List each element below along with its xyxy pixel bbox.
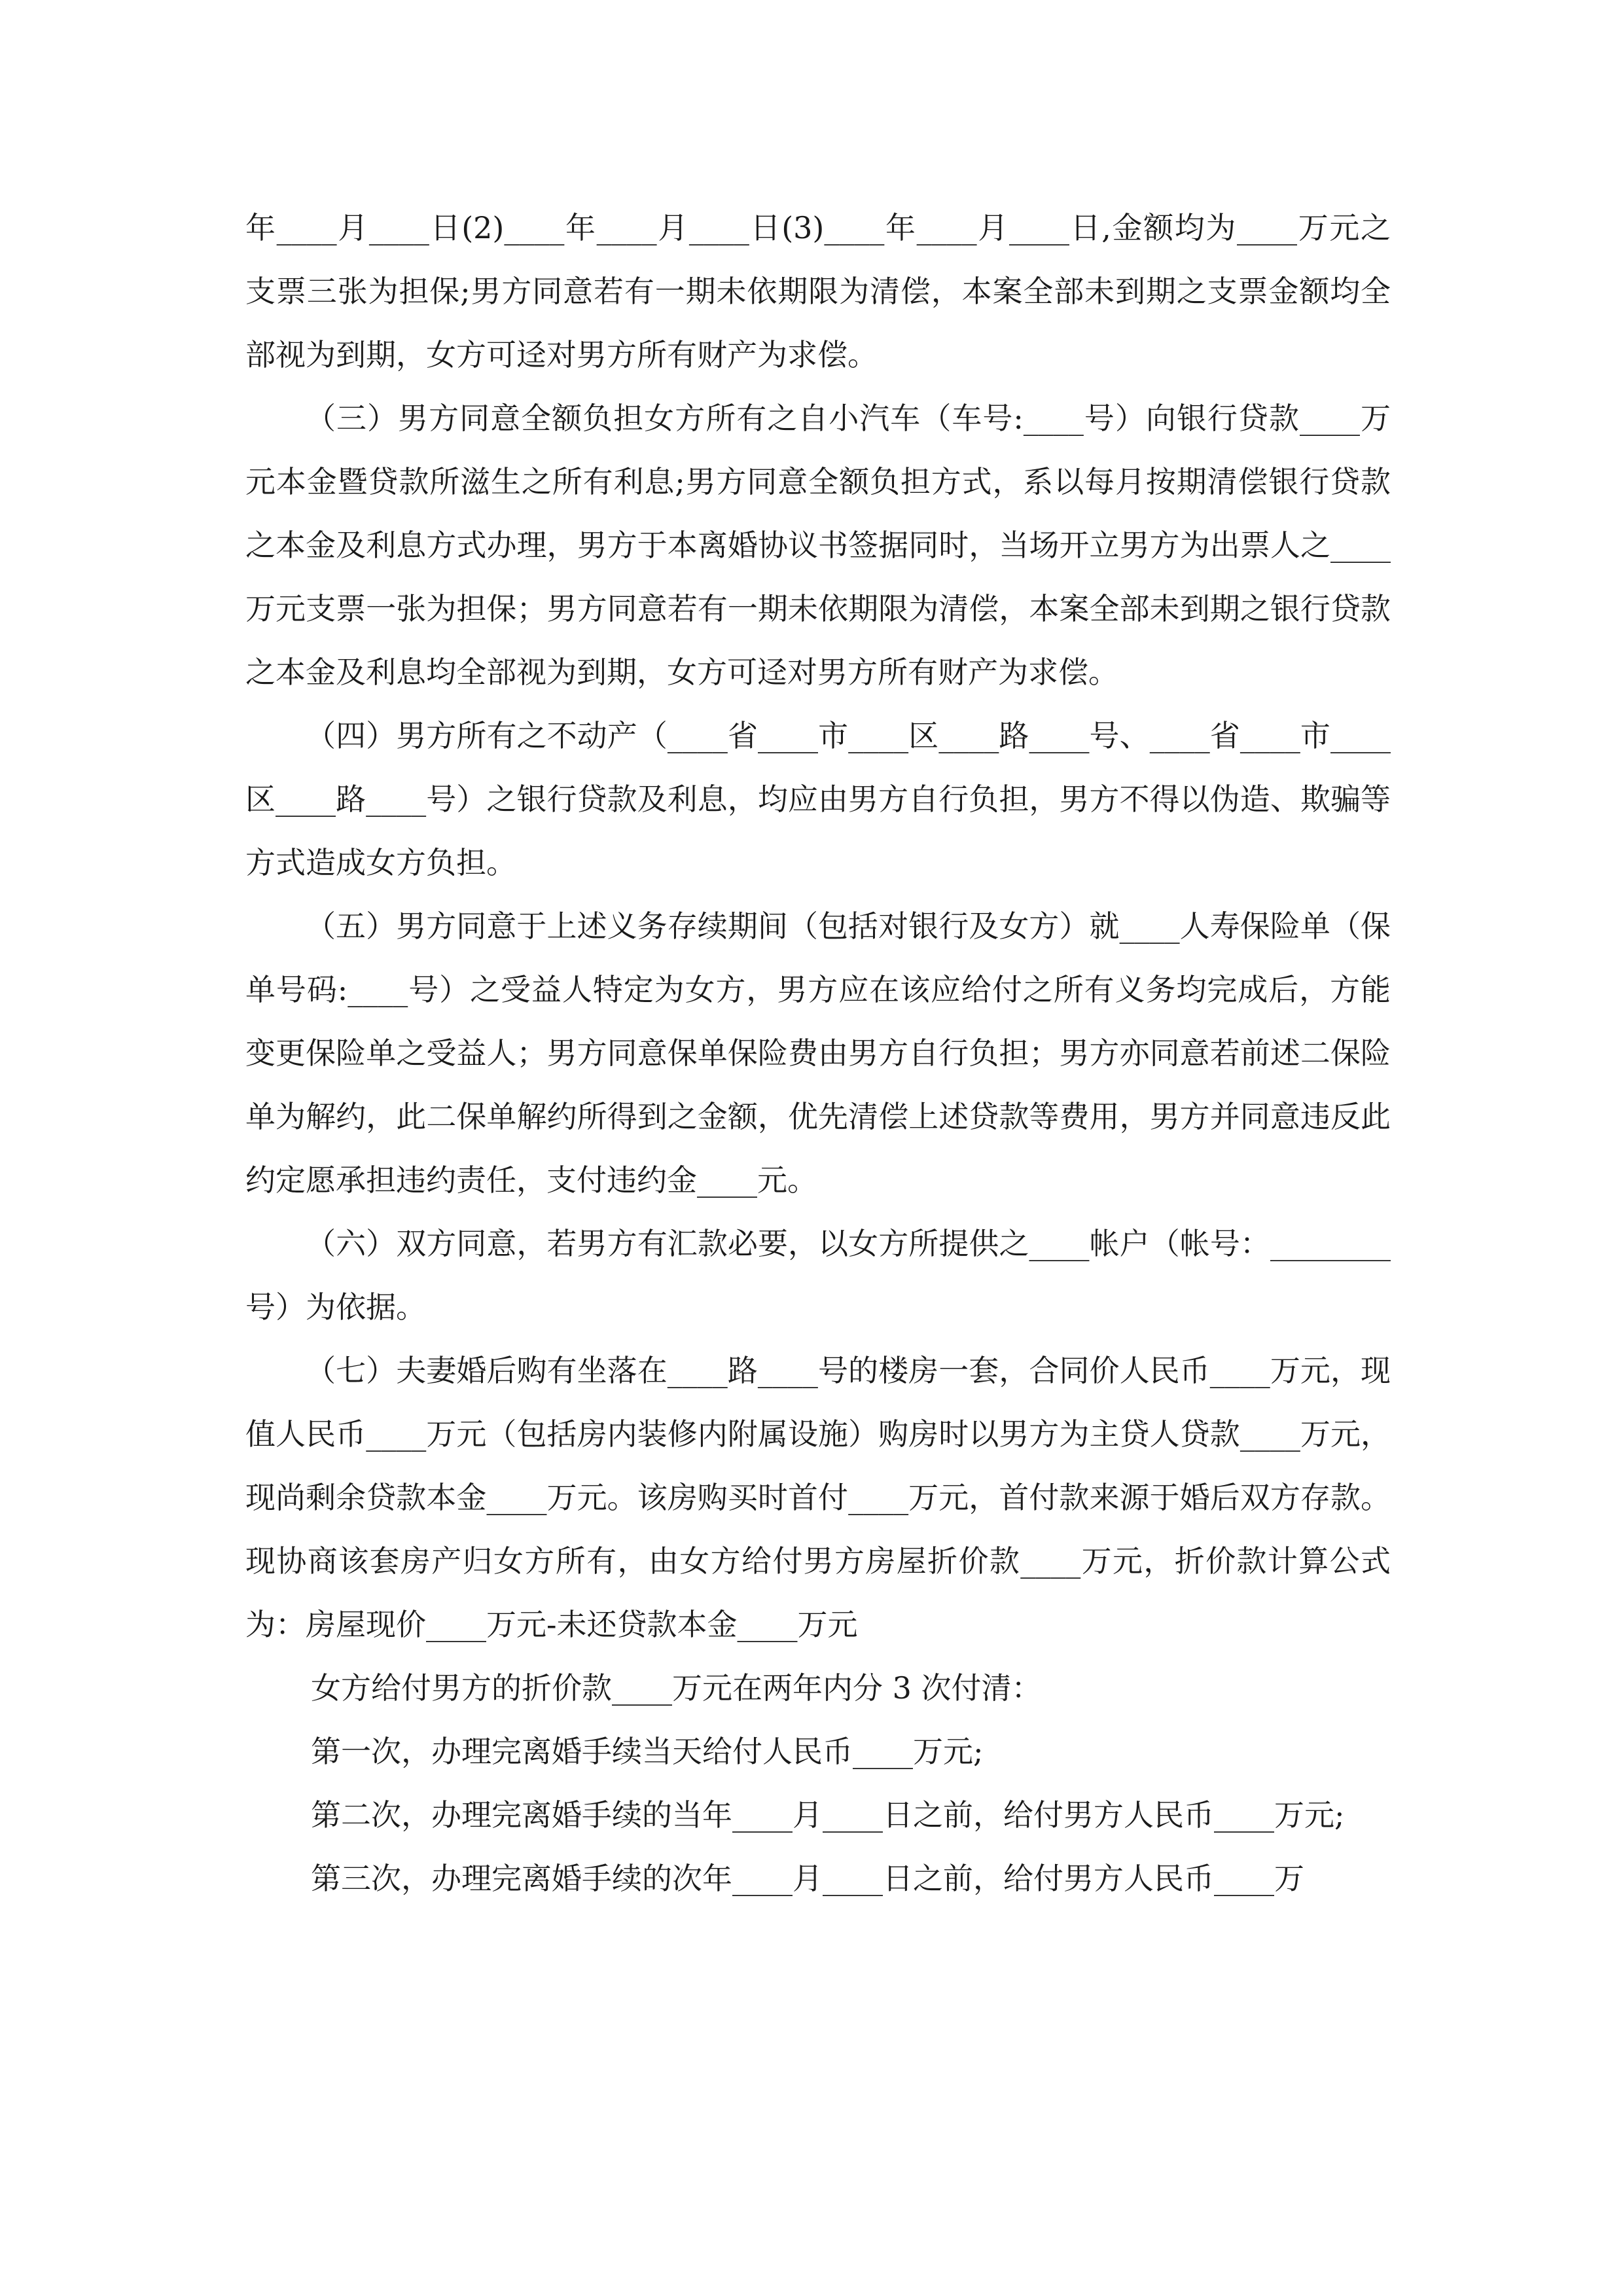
paragraph-payment-1: 第一次，办理完离婚手续当天给付人民币____万元;	[311, 1734, 984, 1769]
paragraph-clause-3-car-loan: （三）男方同意全额负担女方所有之自小汽车（车号:____号）向银行贷款____万元本金暨贷款所滋生之所有利息;男方同意全额负担方式，系以每月按期清偿银行贷款之本金及利息方式办理，男方于本离婚协议书签据同时，当场开立男方为出票人之____万元支票一张为担保；男方同意若有一期未依期限为清偿，本案全部未到期之银行贷款之本金及利息均全部视为到期，女方可迳对男方所有财产为求偿。	[245, 401, 1391, 690]
paragraph-payment-2: 第二次，办理完离婚手续的当年____月____日之前，给付男方人民币____万元;	[311, 1797, 1345, 1833]
document-body	[245, 196, 1391, 1910]
paragraph-clause-4-real-estate: （四）男方所有之不动产（____省____市____区____路____号、____省____市____区____路____号）之银行贷款及利息，均应由男方自行负担，男方不得以伪造、欺骗等方式造成女方负担。	[245, 718, 1391, 880]
paragraph-cheque-guarantee-cont: 年____月____日(2)____年____月____日(3)____年____月____日,金额均为____万元之支票三张为担保;男方同意若有一期未依期限为清偿，本案全部未到期之支票金额均全部视为到期，女方可迳对男方所有财产为求偿。	[245, 210, 1391, 372]
paragraph-clause-5-insurance: （五）男方同意于上述义务存续期间（包括对银行及女方）就____人寿保险单（保单号码:____号）之受益人特定为女方，男方应在该应给付之所有义务均完成后，方能变更保险单之受益人；男方同意保单保险费由男方自行负担；男方亦同意若前述二保险单为解约，此二保单解约所得到之金额，优先清偿上述贷款等费用，男方并同意违反此约定愿承担违约责任，支付违约金____元。	[245, 908, 1391, 1198]
paragraph-clause-7-house: （七）夫妻婚后购有坐落在____路____号的楼房一套，合同价人民币____万元，现值人民币____万元（包括房内装修内附属设施）购房时以男方为主贷人贷款____万元，现尚剩余贷款本金____万元。该房购买时首付____万元，首付款来源于婚后双方存款。现协商该套房产归女方所有，由女方给付男方房屋折价款____万元，折价款计算公式为：房屋现价____万元-未还贷款本金____万元	[245, 1353, 1391, 1642]
paragraph-payment-intro: 女方给付男方的折价款____万元在两年内分 3 次付清：	[311, 1670, 1042, 1706]
paragraph-payment-3: 第三次，办理完离婚手续的次年____月____日之前，给付男方人民币____万	[311, 1861, 1304, 1896]
paragraph-clause-6-remittance: （六）双方同意，若男方有汇款必要，以女方所提供之____帐户（帐号：________号）为依据。	[245, 1226, 1391, 1325]
